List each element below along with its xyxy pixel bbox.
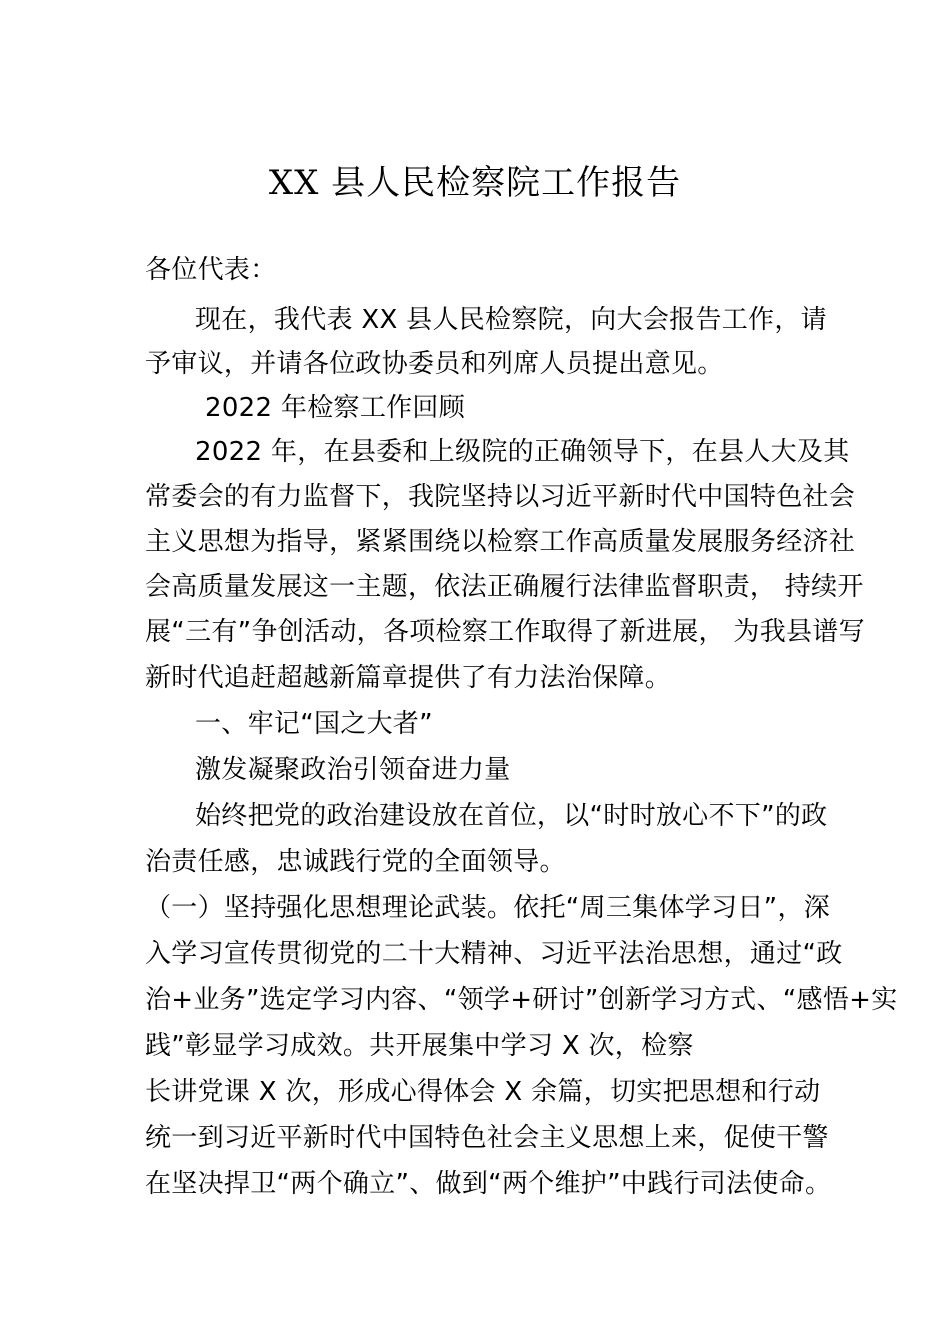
paragraph-line: 践”彰显学习成效。共开展集中学习 X 次，检察 (145, 1031, 694, 1061)
paragraph-line: 现在，我代表 XX 县人民检察院，向大会报告工作，请 (195, 305, 827, 335)
section-heading: 2022 年检察工作回顾 (205, 393, 466, 423)
salutation: 各位代表： (145, 255, 277, 285)
paragraph-line: 始终把党的政治建设放在首位，以“时时放心不下”的政 (195, 801, 828, 831)
paragraph-line: 在坚决捍卫“两个确立”、做到“两个维护”中践行司法使命。 (145, 1169, 832, 1199)
document-title: XX 县人民检察院工作报告 (268, 163, 682, 203)
section-heading: 一、牢记“国之大者” (195, 709, 433, 739)
paragraph-line: 展“三有”争创活动，各项检察工作取得了新进展， 为我县谱写 (145, 617, 865, 647)
paragraph-line: 予审议，并请各位政协委员和列席人员提出意见。 (145, 349, 724, 379)
section-subheading: 激发凝聚政治引领奋进力量 (195, 755, 511, 785)
paragraph-line: 2022 年，在县委和上级院的正确领导下，在县人大及其 (195, 437, 850, 467)
paragraph-line: 主义思想为指导，紧紧围绕以检察工作高质量发展服务经济社 (145, 527, 856, 557)
paragraph-line: 长讲党课 X 次，形成心得体会 X 余篇，切实把思想和行动 (145, 1077, 821, 1107)
paragraph-line: 治+业务”选定学习内容、“领学+研讨”创新学习方式、“感悟+实 (145, 985, 898, 1015)
paragraph-line: 新时代追赶超越新篇章提供了有力法治保障。 (145, 663, 672, 693)
paragraph-line: 入学习宣传贯彻党的二十大精神、习近平法治思想，通过“政 (145, 939, 843, 969)
paragraph-line: 会高质量发展这一主题，依法正确履行法律监督职责， 持续开 (145, 572, 864, 602)
paragraph-line: （一）坚持强化思想理论武装。依托“周三集体学习日”，深 (145, 893, 831, 923)
paragraph-line: 统一到习近平新时代中国特色社会主义思想上来，促使干警 (145, 1123, 829, 1153)
paragraph-line: 常委会的有力监督下，我院坚持以习近平新时代中国特色社会 (145, 482, 856, 512)
paragraph-line: 治责任感，忠诚践行党的全面领导。 (145, 847, 566, 877)
